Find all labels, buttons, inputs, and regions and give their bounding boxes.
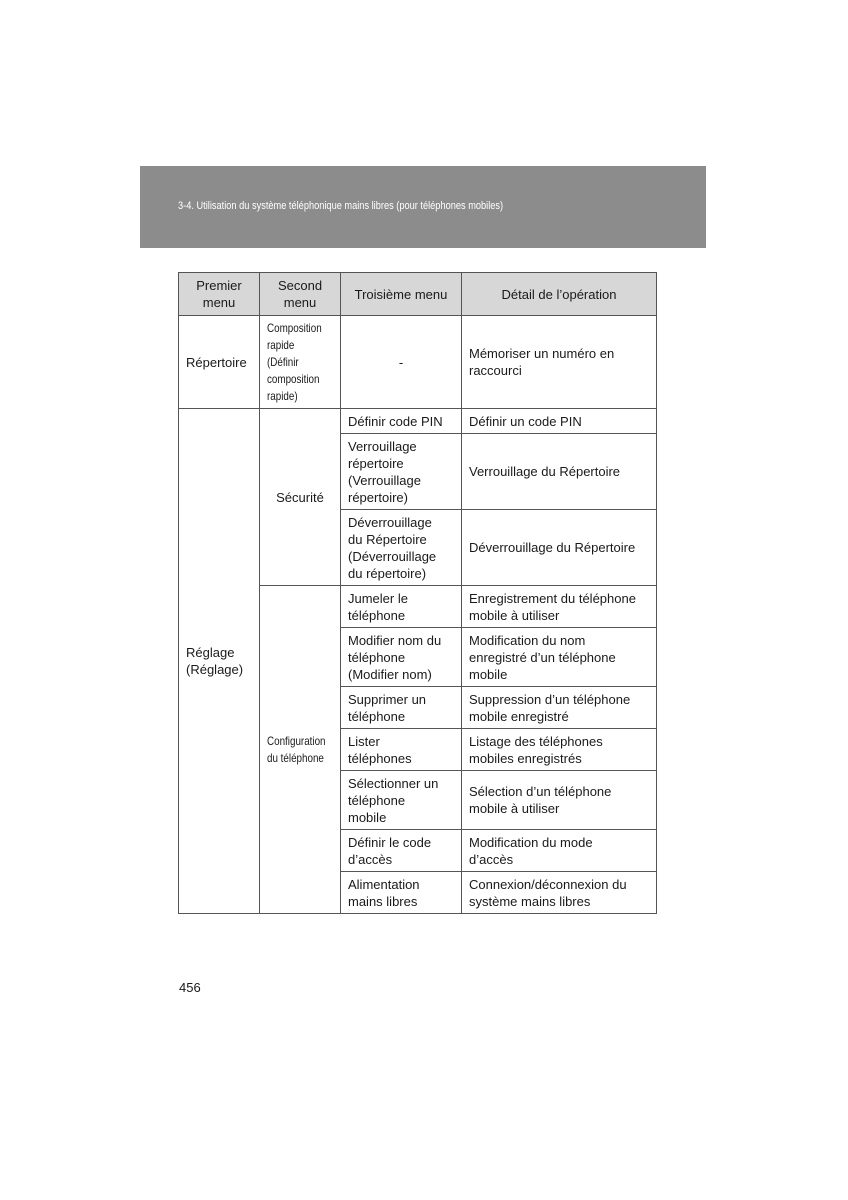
column-header-first-menu: Premier menu [179, 273, 260, 316]
table-row [179, 316, 657, 409]
third-menu-cell: Définir code PIN [341, 409, 462, 434]
third-menu-cell: Définir le code d’accès [341, 830, 462, 872]
operation-detail-cell: Mémoriser un numéro en raccourci [462, 316, 657, 409]
first-menu-cell: Réglage (Réglage) [179, 409, 260, 914]
page-number: 456 [179, 980, 201, 995]
third-menu-cell: Jumeler le téléphone [341, 586, 462, 628]
second-menu-cell [260, 586, 341, 914]
operation-detail-cell: Verrouillage du Répertoire [462, 434, 657, 510]
second-menu-cell: Sécurité [260, 409, 341, 586]
third-menu-cell: Verrouillage répertoire (Verrouillage répertoire) [341, 434, 462, 510]
third-menu-cell: Alimentation mains libres [341, 872, 462, 914]
operation-detail-cell: Connexion/déconnexion du système mains libres [462, 872, 657, 914]
operation-detail-cell: Sélection d’un téléphone mobile à utiliser [462, 771, 657, 830]
operation-detail-cell: Listage des téléphones mobiles enregistrés [462, 729, 657, 771]
third-menu-cell: - [341, 316, 462, 409]
operation-detail-cell: Enregistrement du téléphone mobile à utiliser [462, 586, 657, 628]
second-menu-cell [260, 316, 341, 409]
section-title: 3-4. Utilisation du système téléphonique mains libres (pour téléphones mobiles) [178, 200, 504, 212]
third-menu-cell: Lister téléphones [341, 729, 462, 771]
third-menu-cell: Sélectionner un téléphone mobile [341, 771, 462, 830]
third-menu-cell: Déverrouillage du Répertoire (Déverrouillage du répertoire) [341, 510, 462, 586]
third-menu-cell: Supprimer un téléphone [341, 687, 462, 729]
column-header-operation-detail: Détail de l’opération [462, 273, 657, 316]
operation-detail-cell: Définir un code PIN [462, 409, 657, 434]
first-menu-cell: Répertoire [179, 316, 260, 409]
operation-detail-cell: Modification du nom enregistré d’un téléphone mobile [462, 628, 657, 687]
column-header-third-menu: Troisième menu [341, 273, 462, 316]
table-header-row [179, 273, 657, 316]
operation-detail-cell: Déverrouillage du Répertoire [462, 510, 657, 586]
table-row [179, 409, 657, 434]
column-header-second-menu: Second menu [260, 273, 341, 316]
operation-detail-cell: Suppression d’un téléphone mobile enregistré [462, 687, 657, 729]
third-menu-cell: Modifier nom du téléphone (Modifier nom) [341, 628, 462, 687]
section-header-band [140, 166, 706, 248]
second-menu-text: Configuration du téléphone [267, 733, 326, 765]
phone-menu-table [178, 272, 657, 914]
second-menu-text: Composition rapide (Définir composition rapide) [267, 320, 322, 403]
operation-detail-cell: Modification du mode d’accès [462, 830, 657, 872]
